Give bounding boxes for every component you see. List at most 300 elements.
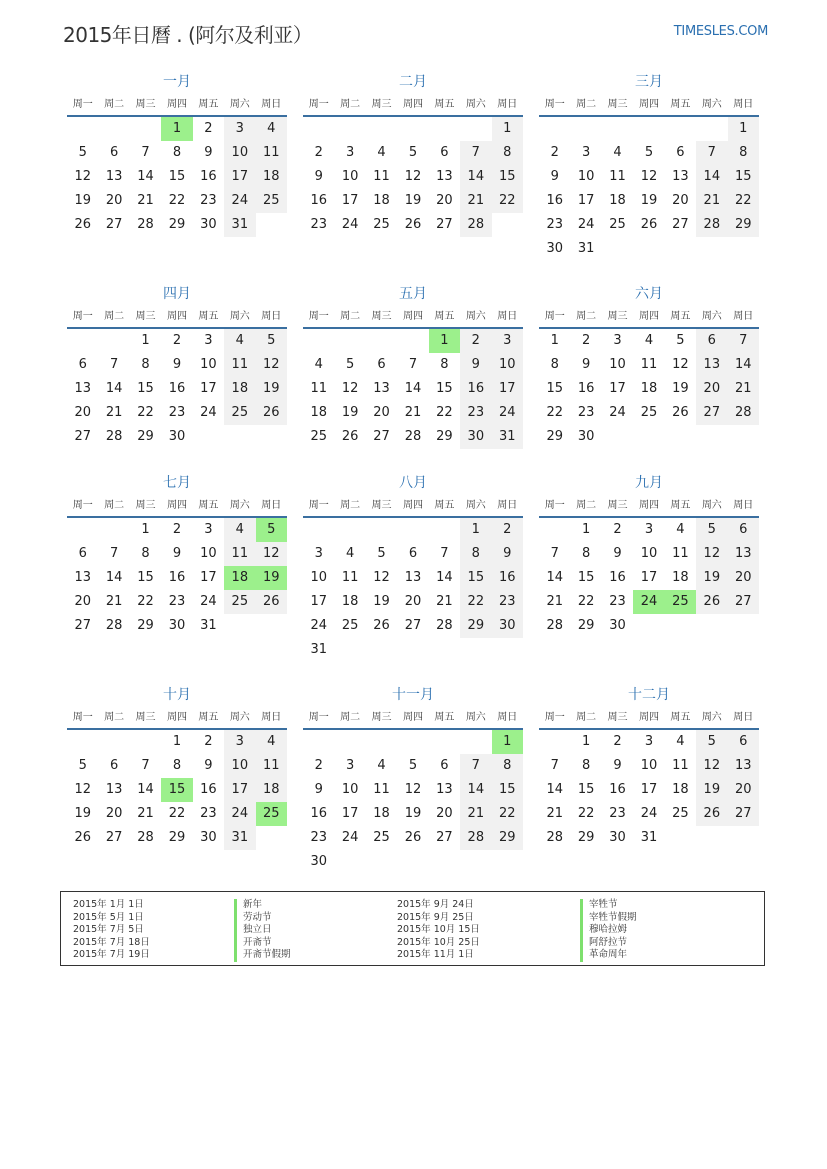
day-cell[interactable]: 25: [310, 429, 327, 444]
day-cell[interactable]: 27: [74, 429, 91, 444]
day-cell[interactable]: 21: [105, 405, 123, 420]
day-cell[interactable]: 19: [696, 566, 727, 590]
day-cell[interactable]: 4: [613, 145, 622, 160]
day-cell[interactable]: 12: [74, 169, 91, 184]
day-cell[interactable]: 10: [200, 546, 217, 561]
day-cell[interactable]: 25: [341, 618, 359, 633]
day-cell[interactable]: 11: [373, 782, 390, 797]
day-cell[interactable]: 15: [137, 570, 154, 585]
day-cell[interactable]: 31: [224, 826, 255, 850]
day-cell[interactable]: 31: [224, 213, 255, 237]
day-cell[interactable]: 12: [696, 542, 727, 566]
day-cell[interactable]: 6: [728, 518, 759, 542]
day-cell[interactable]: 28: [137, 830, 154, 845]
day-cell[interactable]: 28: [436, 618, 453, 633]
day-cell[interactable]: 31: [492, 425, 523, 449]
day-cell[interactable]: 3: [581, 145, 591, 160]
day-cell[interactable]: 21: [696, 189, 727, 213]
day-cell[interactable]: 30: [310, 854, 327, 869]
day-cell[interactable]: 3: [644, 522, 654, 537]
day-cell[interactable]: 1: [172, 734, 182, 749]
day-cell[interactable]: 24: [224, 189, 255, 213]
day-cell[interactable]: 16: [577, 381, 595, 396]
day-cell[interactable]: 28: [105, 618, 123, 633]
day-cell[interactable]: 17: [310, 594, 327, 609]
day-cell[interactable]: 1: [460, 518, 491, 542]
day-cell[interactable]: 4: [314, 357, 323, 372]
day-cell[interactable]: 10: [640, 546, 658, 561]
day-cell[interactable]: 5: [676, 333, 685, 348]
day-cell[interactable]: 4: [224, 329, 255, 353]
day-cell[interactable]: 24: [341, 830, 359, 845]
day-cell[interactable]: 13: [728, 754, 759, 778]
day-cell[interactable]: 1: [492, 117, 523, 141]
day-cell[interactable]: 27: [436, 217, 453, 232]
day-cell[interactable]: 18: [373, 193, 390, 208]
day-cell[interactable]: 25: [224, 590, 255, 614]
day-cell[interactable]: 5: [644, 145, 654, 160]
day-cell[interactable]: 19: [256, 377, 287, 401]
day-cell[interactable]: 18: [256, 165, 287, 189]
day-cell[interactable]: 1: [492, 730, 523, 754]
day-cell[interactable]: 19: [373, 594, 390, 609]
day-cell[interactable]: 23: [310, 217, 327, 232]
day-cell[interactable]: 29: [728, 213, 759, 237]
day-cell[interactable]: 24: [200, 405, 217, 420]
day-cell[interactable]: 5: [377, 546, 386, 561]
day-cell[interactable]: 20: [404, 594, 422, 609]
day-cell[interactable]: 28: [460, 213, 491, 237]
day-cell[interactable]: 7: [550, 546, 559, 561]
day-cell[interactable]: 22: [436, 405, 453, 420]
day-cell[interactable]: 11: [256, 754, 287, 778]
day-cell[interactable]: 11: [672, 546, 689, 561]
day-cell[interactable]: 20: [436, 193, 453, 208]
day-cell[interactable]: 23: [168, 594, 186, 609]
day-cell[interactable]: 23: [492, 590, 523, 614]
day-cell[interactable]: 22: [577, 594, 595, 609]
day-cell[interactable]: 2: [613, 734, 622, 749]
day-cell[interactable]: 18: [224, 566, 255, 590]
day-cell[interactable]: 19: [74, 193, 91, 208]
day-cell[interactable]: 9: [460, 353, 491, 377]
day-cell[interactable]: 2: [550, 145, 559, 160]
day-cell[interactable]: 20: [696, 377, 727, 401]
day-cell[interactable]: 22: [460, 590, 491, 614]
day-cell[interactable]: 3: [492, 329, 523, 353]
day-cell[interactable]: 2: [460, 329, 491, 353]
day-cell[interactable]: 6: [109, 758, 119, 773]
day-cell[interactable]: 7: [696, 141, 727, 165]
day-cell[interactable]: 25: [640, 405, 658, 420]
day-cell[interactable]: 27: [74, 618, 91, 633]
day-cell[interactable]: 25: [224, 401, 255, 425]
day-cell[interactable]: 1: [581, 734, 591, 749]
day-cell[interactable]: 3: [224, 117, 255, 141]
day-cell[interactable]: 21: [728, 377, 759, 401]
day-cell[interactable]: 1: [581, 522, 591, 537]
day-cell[interactable]: 13: [728, 542, 759, 566]
day-cell[interactable]: 13: [436, 169, 453, 184]
day-cell[interactable]: 14: [137, 782, 154, 797]
day-cell[interactable]: 29: [577, 618, 595, 633]
day-cell[interactable]: 5: [408, 145, 418, 160]
day-cell[interactable]: 11: [640, 357, 658, 372]
day-cell[interactable]: 21: [105, 594, 123, 609]
day-cell[interactable]: 23: [200, 193, 217, 208]
day-cell[interactable]: 10: [224, 754, 255, 778]
day-cell[interactable]: 13: [105, 169, 123, 184]
day-cell[interactable]: 24: [633, 590, 664, 614]
day-cell[interactable]: 12: [341, 381, 359, 396]
day-cell[interactable]: 22: [492, 802, 523, 826]
day-cell[interactable]: 10: [310, 570, 327, 585]
day-cell[interactable]: 15: [492, 778, 523, 802]
day-cell[interactable]: 9: [613, 758, 622, 773]
day-cell[interactable]: 7: [550, 758, 559, 773]
day-cell[interactable]: 13: [672, 169, 689, 184]
day-cell[interactable]: 6: [109, 145, 119, 160]
day-cell[interactable]: 10: [200, 357, 217, 372]
day-cell[interactable]: 9: [172, 357, 182, 372]
day-cell[interactable]: 19: [341, 405, 359, 420]
day-cell[interactable]: 29: [546, 429, 563, 444]
day-cell[interactable]: 8: [141, 357, 150, 372]
day-cell[interactable]: 27: [672, 217, 689, 232]
day-cell[interactable]: 19: [404, 806, 422, 821]
day-cell[interactable]: 1: [728, 117, 759, 141]
day-cell[interactable]: 22: [168, 806, 186, 821]
day-cell[interactable]: 16: [609, 570, 626, 585]
day-cell[interactable]: 4: [644, 333, 654, 348]
day-cell[interactable]: 28: [546, 830, 563, 845]
day-cell[interactable]: 11: [341, 570, 359, 585]
day-cell[interactable]: 25: [665, 590, 696, 614]
day-cell[interactable]: 6: [676, 145, 685, 160]
day-cell[interactable]: 28: [696, 213, 727, 237]
day-cell[interactable]: 2: [172, 522, 182, 537]
day-cell[interactable]: 27: [105, 217, 123, 232]
day-cell[interactable]: 10: [341, 782, 359, 797]
day-cell[interactable]: 21: [137, 193, 154, 208]
day-cell[interactable]: 31: [577, 241, 595, 256]
day-cell[interactable]: 4: [377, 758, 386, 773]
day-cell[interactable]: 5: [696, 730, 727, 754]
day-cell[interactable]: 11: [256, 141, 287, 165]
day-cell[interactable]: 28: [460, 826, 491, 850]
day-cell[interactable]: 16: [492, 566, 523, 590]
day-cell[interactable]: 9: [492, 542, 523, 566]
day-cell[interactable]: 6: [440, 145, 449, 160]
day-cell[interactable]: 23: [577, 405, 595, 420]
day-cell[interactable]: 23: [460, 401, 491, 425]
day-cell[interactable]: 17: [200, 381, 217, 396]
day-cell[interactable]: 15: [492, 165, 523, 189]
day-cell[interactable]: 25: [609, 217, 626, 232]
day-cell[interactable]: 16: [460, 377, 491, 401]
day-cell[interactable]: 9: [314, 169, 323, 184]
day-cell[interactable]: 29: [168, 830, 186, 845]
day-cell[interactable]: 22: [492, 189, 523, 213]
day-cell[interactable]: 26: [74, 830, 91, 845]
day-cell[interactable]: 15: [436, 381, 453, 396]
day-cell[interactable]: 26: [404, 217, 422, 232]
day-cell[interactable]: 23: [546, 217, 563, 232]
day-cell[interactable]: 1: [141, 333, 150, 348]
day-cell[interactable]: 9: [581, 357, 591, 372]
day-cell[interactable]: 8: [581, 758, 591, 773]
day-cell[interactable]: 10: [609, 357, 626, 372]
day-cell[interactable]: 15: [168, 169, 186, 184]
day-cell[interactable]: 22: [168, 193, 186, 208]
day-cell[interactable]: 1: [141, 522, 150, 537]
day-cell[interactable]: 30: [609, 830, 626, 845]
day-cell[interactable]: 17: [609, 381, 626, 396]
day-cell[interactable]: 10: [640, 758, 658, 773]
day-cell[interactable]: 5: [345, 357, 355, 372]
day-cell[interactable]: 12: [672, 357, 689, 372]
day-cell[interactable]: 20: [373, 405, 390, 420]
day-cell[interactable]: 14: [460, 778, 491, 802]
day-cell[interactable]: 21: [137, 806, 154, 821]
day-cell[interactable]: 13: [74, 570, 91, 585]
day-cell[interactable]: 18: [256, 778, 287, 802]
day-cell[interactable]: 5: [696, 518, 727, 542]
day-cell[interactable]: 2: [204, 121, 213, 136]
day-cell[interactable]: 3: [224, 730, 255, 754]
day-cell[interactable]: 12: [373, 570, 390, 585]
day-cell[interactable]: 7: [728, 329, 759, 353]
day-cell[interactable]: 19: [640, 193, 658, 208]
day-cell[interactable]: 4: [256, 117, 287, 141]
day-cell[interactable]: 15: [728, 165, 759, 189]
day-cell[interactable]: 13: [105, 782, 123, 797]
day-cell[interactable]: 27: [696, 401, 727, 425]
day-cell[interactable]: 20: [728, 778, 759, 802]
day-cell[interactable]: 11: [373, 169, 390, 184]
day-cell[interactable]: 5: [408, 758, 418, 773]
day-cell[interactable]: 29: [460, 614, 491, 638]
day-cell[interactable]: 16: [200, 169, 217, 184]
day-cell[interactable]: 21: [546, 806, 563, 821]
day-cell[interactable]: 6: [696, 329, 727, 353]
day-cell[interactable]: 8: [141, 546, 150, 561]
day-cell[interactable]: 11: [310, 381, 327, 396]
day-cell[interactable]: 25: [672, 806, 689, 821]
day-cell[interactable]: 12: [256, 542, 287, 566]
day-cell[interactable]: 23: [609, 806, 626, 821]
day-cell[interactable]: 2: [492, 518, 523, 542]
day-cell[interactable]: 26: [696, 802, 727, 826]
day-cell[interactable]: 26: [696, 590, 727, 614]
day-cell[interactable]: 2: [314, 145, 323, 160]
day-cell[interactable]: 18: [609, 193, 626, 208]
day-cell[interactable]: 20: [728, 566, 759, 590]
day-cell[interactable]: 16: [200, 782, 217, 797]
day-cell[interactable]: 18: [373, 806, 390, 821]
day-cell[interactable]: 6: [440, 758, 449, 773]
day-cell[interactable]: 29: [137, 429, 154, 444]
day-cell[interactable]: 9: [613, 546, 622, 561]
day-cell[interactable]: 4: [377, 145, 386, 160]
day-cell[interactable]: 18: [341, 594, 359, 609]
day-cell[interactable]: 2: [613, 522, 622, 537]
day-cell[interactable]: 17: [577, 193, 595, 208]
day-cell[interactable]: 22: [137, 405, 154, 420]
day-cell[interactable]: 14: [546, 782, 563, 797]
day-cell[interactable]: 26: [256, 401, 287, 425]
day-cell[interactable]: 21: [460, 189, 491, 213]
day-cell[interactable]: 30: [460, 425, 491, 449]
day-cell[interactable]: 6: [728, 730, 759, 754]
day-cell[interactable]: 26: [256, 590, 287, 614]
day-cell[interactable]: 14: [105, 570, 123, 585]
day-cell[interactable]: 7: [460, 141, 491, 165]
day-cell[interactable]: 11: [224, 353, 255, 377]
day-cell[interactable]: 17: [492, 377, 523, 401]
day-cell[interactable]: 30: [168, 429, 186, 444]
day-cell[interactable]: 7: [408, 357, 418, 372]
day-cell[interactable]: 8: [172, 145, 182, 160]
day-cell[interactable]: 28: [546, 618, 563, 633]
day-cell[interactable]: 14: [460, 165, 491, 189]
day-cell[interactable]: 3: [613, 333, 622, 348]
day-cell[interactable]: 26: [672, 405, 689, 420]
day-cell[interactable]: 30: [492, 614, 523, 638]
day-cell[interactable]: 19: [696, 778, 727, 802]
day-cell[interactable]: 22: [546, 405, 563, 420]
day-cell[interactable]: 28: [404, 429, 422, 444]
day-cell[interactable]: 4: [224, 518, 255, 542]
day-cell[interactable]: 8: [550, 357, 559, 372]
day-cell[interactable]: 20: [74, 405, 91, 420]
day-cell[interactable]: 15: [137, 381, 154, 396]
day-cell[interactable]: 24: [310, 618, 327, 633]
day-cell[interactable]: 11: [609, 169, 626, 184]
day-cell[interactable]: 5: [256, 329, 287, 353]
day-cell[interactable]: 23: [168, 405, 186, 420]
day-cell[interactable]: 2: [204, 734, 213, 749]
day-cell[interactable]: 3: [204, 522, 213, 537]
day-cell[interactable]: 12: [696, 754, 727, 778]
day-cell[interactable]: 5: [256, 518, 287, 542]
day-cell[interactable]: 2: [314, 758, 323, 773]
day-cell[interactable]: 30: [200, 217, 217, 232]
day-cell[interactable]: 26: [74, 217, 91, 232]
day-cell[interactable]: 1: [429, 329, 460, 353]
day-cell[interactable]: 31: [310, 642, 327, 657]
day-cell[interactable]: 12: [404, 782, 422, 797]
day-cell[interactable]: 6: [78, 357, 87, 372]
day-cell[interactable]: 8: [460, 542, 491, 566]
day-cell[interactable]: 9: [204, 145, 213, 160]
day-cell[interactable]: 20: [436, 806, 453, 821]
day-cell[interactable]: 14: [696, 165, 727, 189]
day-cell[interactable]: 24: [609, 405, 626, 420]
day-cell[interactable]: 6: [78, 546, 87, 561]
day-cell[interactable]: 30: [546, 241, 563, 256]
day-cell[interactable]: 24: [200, 594, 217, 609]
day-cell[interactable]: 12: [404, 169, 422, 184]
day-cell[interactable]: 16: [168, 570, 186, 585]
day-cell[interactable]: 18: [672, 782, 689, 797]
day-cell[interactable]: 14: [728, 353, 759, 377]
day-cell[interactable]: 19: [672, 381, 689, 396]
day-cell[interactable]: 15: [546, 381, 563, 396]
day-cell[interactable]: 9: [550, 169, 559, 184]
day-cell[interactable]: 8: [581, 546, 591, 561]
day-cell[interactable]: 8: [728, 141, 759, 165]
day-cell[interactable]: 29: [577, 830, 595, 845]
day-cell[interactable]: 16: [310, 193, 327, 208]
day-cell[interactable]: 20: [105, 806, 123, 821]
day-cell[interactable]: 25: [373, 830, 390, 845]
day-cell[interactable]: 29: [137, 618, 154, 633]
day-cell[interactable]: 1: [550, 333, 559, 348]
day-cell[interactable]: 28: [105, 429, 123, 444]
day-cell[interactable]: 20: [105, 193, 123, 208]
day-cell[interactable]: 29: [436, 429, 453, 444]
day-cell[interactable]: 17: [640, 570, 658, 585]
day-cell[interactable]: 22: [728, 189, 759, 213]
day-cell[interactable]: 31: [200, 618, 217, 633]
day-cell[interactable]: 14: [105, 381, 123, 396]
day-cell[interactable]: 22: [577, 806, 595, 821]
day-cell[interactable]: 16: [310, 806, 327, 821]
day-cell[interactable]: 6: [408, 546, 418, 561]
day-cell[interactable]: 14: [436, 570, 453, 585]
day-cell[interactable]: 15: [577, 570, 595, 585]
day-cell[interactable]: 3: [204, 333, 213, 348]
day-cell[interactable]: 11: [672, 758, 689, 773]
day-cell[interactable]: 12: [256, 353, 287, 377]
day-cell[interactable]: 7: [109, 357, 119, 372]
day-cell[interactable]: 23: [609, 594, 626, 609]
day-cell[interactable]: 30: [577, 429, 595, 444]
day-cell[interactable]: 13: [696, 353, 727, 377]
day-cell[interactable]: 8: [492, 141, 523, 165]
day-cell[interactable]: 13: [74, 381, 91, 396]
day-cell[interactable]: 9: [204, 758, 213, 773]
day-cell[interactable]: 4: [256, 730, 287, 754]
day-cell[interactable]: 25: [256, 802, 287, 826]
day-cell[interactable]: 2: [172, 333, 182, 348]
day-cell[interactable]: 8: [492, 754, 523, 778]
day-cell[interactable]: 3: [644, 734, 654, 749]
day-cell[interactable]: 7: [460, 754, 491, 778]
day-cell[interactable]: 16: [168, 381, 186, 396]
day-cell[interactable]: 27: [436, 830, 453, 845]
day-cell[interactable]: 24: [224, 802, 255, 826]
day-cell[interactable]: 14: [546, 570, 563, 585]
day-cell[interactable]: 26: [373, 618, 390, 633]
day-cell[interactable]: 27: [105, 830, 123, 845]
day-cell[interactable]: 27: [728, 802, 759, 826]
day-cell[interactable]: 18: [672, 570, 689, 585]
day-cell[interactable]: 30: [168, 618, 186, 633]
day-cell[interactable]: 1: [161, 117, 192, 141]
day-cell[interactable]: 27: [728, 590, 759, 614]
day-cell[interactable]: 22: [137, 594, 154, 609]
day-cell[interactable]: 8: [172, 758, 182, 773]
day-cell[interactable]: 25: [373, 217, 390, 232]
day-cell[interactable]: 8: [440, 357, 449, 372]
day-cell[interactable]: 9: [314, 782, 323, 797]
day-cell[interactable]: 3: [345, 758, 355, 773]
day-cell[interactable]: 29: [168, 217, 186, 232]
day-cell[interactable]: 12: [74, 782, 91, 797]
day-cell[interactable]: 26: [404, 830, 422, 845]
